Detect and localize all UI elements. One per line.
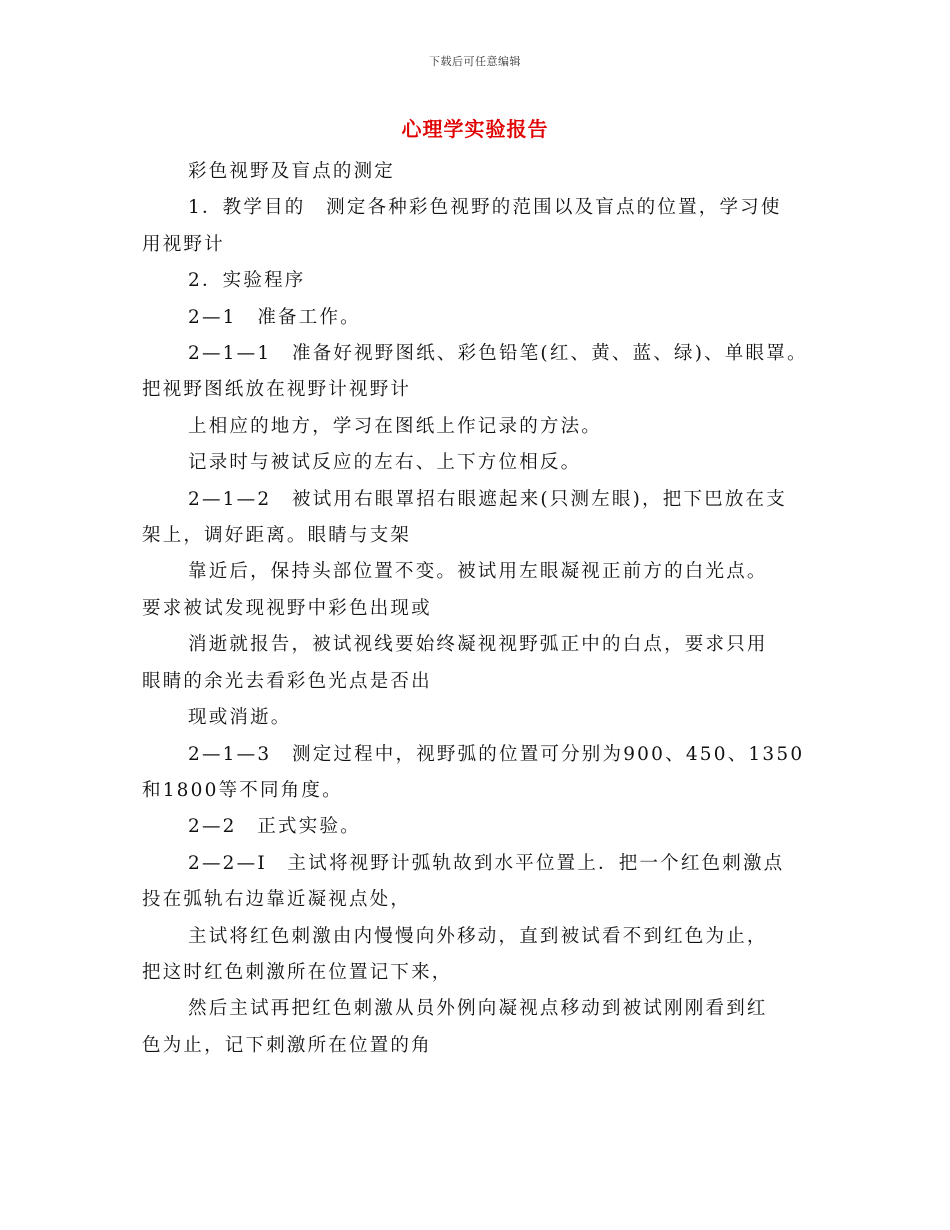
body-line: 把视野图纸放在视野计视野计: [142, 379, 412, 401]
body-line: 要求被试发现视野中彩色出现或: [142, 597, 432, 619]
document-title: 心理学实验报告: [401, 117, 549, 141]
body-line: 靠近后，保持头部位置不变。被试用左眼凝视正前方的白光点。: [188, 561, 768, 583]
body-line: 把这时红色刺激所在位置记下来，: [142, 961, 453, 983]
body-line: 上相应的地方，学习在图纸上作记录的方法。: [188, 415, 603, 437]
body-line: 2—2—I 主试将视野计弧轨故到水平位置上．把一个红色刺激点: [188, 852, 785, 874]
body-line: 1．教学目的 测定各种彩色视野的范围以及盲点的位置，学习使: [188, 197, 782, 219]
body-line: 2—2 正式实验。: [188, 816, 361, 838]
body-line: 2—1—2 被试用右眼罩招右眼遮起来(只测左眼)，把下巴放在支: [188, 488, 787, 510]
body-line: 投在弧轨右边靠近凝视点处，: [142, 889, 412, 911]
body-line: 消逝就报告，被试视线要始终凝视视野弧正中的白点，要求只用: [188, 634, 768, 656]
body-line: 2．实验程序: [188, 270, 306, 292]
body-line: 2—1—1 准备好视野图纸、彩色铅笔(红、黄、蓝、绿)、单眼罩。: [188, 343, 808, 365]
page-header-note: 下载后可任意编辑: [429, 55, 521, 68]
body-line: 现或消逝。: [188, 707, 292, 729]
body-line: 彩色视野及盲点的测定: [188, 161, 396, 182]
body-line: 架上，调好距离。眼睛与支架: [142, 525, 412, 547]
body-line: 色为止，记下刺激所在位置的角: [142, 1034, 432, 1056]
body-line: 2—1 准备工作。: [188, 306, 361, 328]
body-line: 眼睛的余光去看彩色光点是否出: [142, 670, 432, 692]
body-line: 记录时与被试反应的左右、上下方位相反。: [188, 452, 582, 474]
body-line: 2—1—3 测定过程中，视野弧的位置可分别为900、450、1350: [188, 743, 805, 765]
body-line: 用视野计: [142, 233, 225, 255]
body-line: 然后主试再把红色刺激从员外例向凝视点移动到被试刚刚看到红: [188, 998, 768, 1020]
document-body: [142, 154, 814, 1064]
body-line: 和1800等不同角度。: [142, 779, 343, 801]
body-line: 主试将红色刺激由内慢慢向外移动，直到被试看不到红色为止，: [188, 925, 768, 947]
